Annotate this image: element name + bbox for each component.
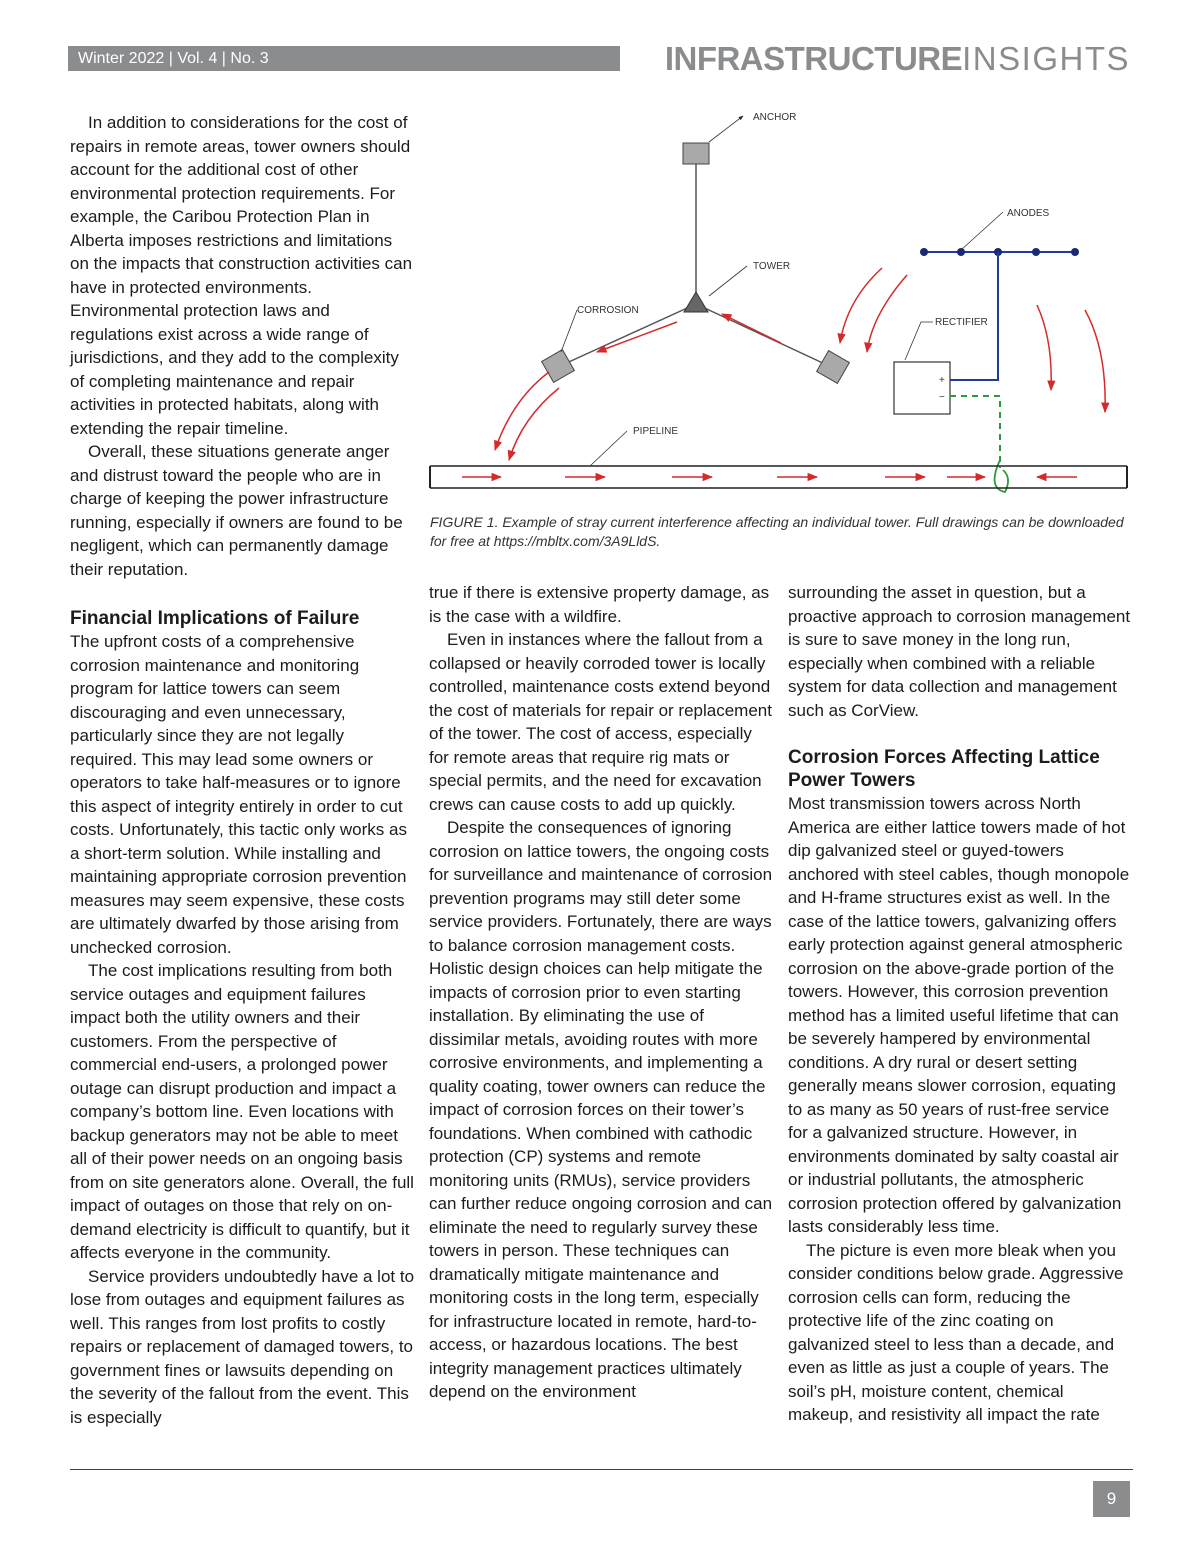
anchor-top (683, 143, 709, 164)
paragraph: surrounding the asset in question, but a proactive approach to corrosion management is sure to save money in the long run, especially when combined with a reliable system for data collection and management such as CorView. (788, 583, 1131, 720)
paragraph: true if there is extensive property damage, as is the case with a wildfire. (429, 583, 770, 626)
label-corrosion: CORROSION (577, 305, 639, 316)
guy-cable-right (696, 304, 827, 365)
paragraph: The upfront costs of a comprehensive corrosion maintenance and monitoring program for lattice towers can seem discouraging and even unnecessary, particularly since they are not legally required. This may lead some owners or operators to take half-measures or to ignore this aspect of integrity entirely in order to cut costs. Unfortunately, this tactic only works as a short-term solution. While installing and maintaining appropriate corrosion prevention measures may seem expensive, these costs are ultimately dwarfed by those arising from unchecked corrosion. (70, 632, 407, 957)
leader-corrosion (561, 310, 577, 352)
current-arrow (495, 372, 549, 450)
issue-text: Winter 2022 | Vol. 4 | No. 3 (78, 50, 269, 67)
page-number: 9 (1093, 1481, 1130, 1517)
label-tower: TOWER (753, 261, 791, 272)
label-anodes: ANODES (1007, 208, 1050, 219)
current-arrow (722, 314, 781, 343)
current-arrow (597, 322, 677, 352)
column-1 (70, 111, 415, 1429)
masthead (665, 38, 1130, 80)
footer-rule (70, 1469, 1133, 1470)
label-rectifier: RECTIFIER (935, 317, 988, 328)
negative-lead-bond (995, 460, 1009, 492)
figure-caption: FIGURE 1. Example of stray current interference affecting an individual tower. Full drawings can be downloaded for free at https://mbltx.com/3A9LldS. (430, 514, 1124, 549)
anchor-right (817, 351, 850, 384)
masthead-light: INSIGHTS (962, 40, 1130, 77)
paragraph: Even in instances where the fallout from a collapsed or heavily corroded tower is locally controlled, maintenance costs extend beyond the cost of materials for repair or replacement of the tower. The cost of access, especially for remote areas that require rig mats or special permits, and the need for excavation crews can cause costs to add up quickly. (429, 630, 772, 814)
leader-tower (709, 266, 747, 296)
paragraph: Most transmission towers across North America are either lattice towers made of hot dip galvanized steel or guyed-towers anchored with steel cables, though monopole and H-frame structures exist as well. In the case of the lattice towers, galvanizing offers early protection against general atmospheric corrosion on the above-grade portion of the towers. However, this corrosion prevention method has a limited useful lifetime that can be severely hampered by environmental conditions. A dry rural or desert setting generally means slower corrosion, equating to as many as 50 years of rust-free service for a galvanized structure. However, in environments dominated by salty coastal air or industrial pollutants, the atmospheric corrosion protection offered by galvanization lasts considerably less time. (788, 794, 1130, 1236)
tower-symbol (684, 292, 708, 312)
current-arrow (1037, 305, 1051, 390)
issue-banner (68, 46, 620, 71)
paragraph: In addition to considerations for the cost of repairs in remote areas, tower owners should account for the additional cost of other environmental protection requirements. For example, the Caribou Protection Plan in Alberta imposes restrictions and limitations on the impacts that construction activities can have in protected environments. Environmental protection laws and regulations exist across a wide range of jurisdictions, and they add to the complexity of completing maintenance and repair activities in protected habitats, along with extending the repair timeline. (70, 113, 413, 438)
rectifier-box (894, 362, 950, 414)
stray-current-diagram (427, 100, 1133, 500)
anode (957, 248, 965, 256)
current-arrow (1085, 310, 1105, 412)
current-arrow (509, 388, 559, 460)
rectifier-minus: − (939, 392, 945, 403)
current-arrow (840, 268, 882, 343)
section-heading: Corrosion Forces Affecting Lattice Power Towers (788, 747, 1100, 791)
label-anchor: ANCHOR (753, 112, 797, 123)
leader-anodes (961, 212, 1003, 250)
paragraph: Overall, these situations generate anger and distrust toward the people who are in charge of keeping the power infrastructure running, especially if owners are found to be negligent, which can permanently damage their reputation. (70, 442, 403, 579)
anchor-left (542, 350, 575, 383)
section-heading: Financial Implications of Failure (70, 608, 360, 629)
leader-pipeline (590, 431, 627, 466)
paragraph: The picture is even more bleak when you consider conditions below grade. Aggressive corrosion cells can form, reducing the protective life of the zinc coating on galvanized steel to less than a decade, and even as little as just a couple of years. The soil’s pH, moisture content, chemical makeup, and resistivity all impact the rate (788, 1240, 1124, 1424)
current-arrow (867, 275, 907, 352)
negative-lead (950, 396, 1000, 468)
column-2 (429, 581, 774, 1404)
leader-rectifier (905, 322, 933, 360)
masthead-bold: INFRASTRUCTURE (664, 40, 963, 77)
paragraph: Despite the consequences of ignoring corrosion on lattice towers, the ongoing costs for surveillance and maintenance of corrosion prevention programs may still deter some service providers. Fortunately, there are ways to balance corrosion management costs. Holistic design choices can help mitigate the impacts of corrosion prior to even starting installation. By eliminating the use of dissimilar metals, avoiding routes with more corrosive environments, and implementing a quality coating, tower owners can reduce the impact of corrosion forces on their tower’s foundations. When combined with cathodic protection (CP) systems and remote monitoring units (RMUs), service providers can further reduce ongoing corrosion and can eliminate the need to regularly survey these towers in person. These techniques can dramatically mitigate maintenance and monitoring costs in the long term, especially for infrastructure located in remote, hard-to-access, or hazardous locations. The best integrity management practices ultimately depend on the environment (429, 818, 773, 1401)
label-pipeline: PIPELINE (633, 426, 679, 437)
column-3 (788, 581, 1133, 1427)
diagram-svg (427, 100, 1133, 500)
anode (1071, 248, 1079, 256)
anode (920, 248, 928, 256)
positive-lead (950, 252, 998, 380)
anode (1032, 248, 1040, 256)
rectifier-plus: + (939, 375, 945, 386)
paragraph: Service providers undoubtedly have a lot to lose from outages and equipment failures as well. This ranges from lost profits to costly repairs or replacement of damaged towers, to government fines or lawsuits depending on the severity of the fallout from the event. This is especially (70, 1266, 415, 1427)
paragraph: The cost implications resulting from both service outages and equipment failures impact both the utility owners and their customers. From the perspective of commercial end-users, a prolonged power outage can disrupt production and impact a company’s bottom line. Even locations with backup generators may not be able to meet all of their power needs on an ongoing basis from on site generators alone. Overall, the full impact of outages on those that rely on on-demand electricity is difficult to quantify, but it affects everyone in the community. (70, 961, 414, 1262)
leader-anchor (709, 116, 743, 142)
